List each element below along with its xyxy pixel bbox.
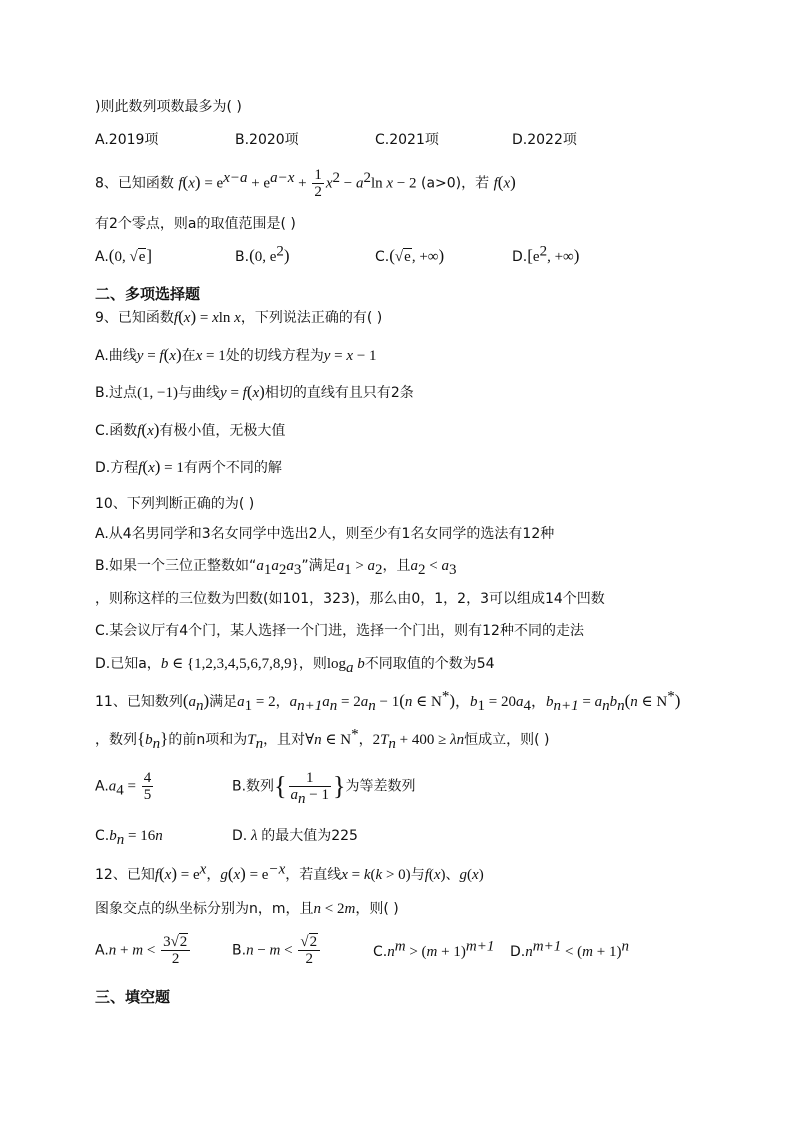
q9-option-c: C.函数f(x)有极小值，无极大值 — [95, 420, 286, 439]
q12-option-c: $C.n^m > (m + 1)^{m+1}$ — [373, 938, 495, 960]
q8-stem-line2: 有2个零点，则a的取值范围是( ) — [95, 216, 296, 232]
q10-stem: 10、下列判断正确的为( ) — [95, 496, 255, 512]
q8-stem: 8、已知函数 $f(x) = e^{x-a} + e^{a-x}$ + $\frac{1}{2}$ $x^2 - a^2\ln$ x − 2 (a>0)，若 f(x) — [95, 167, 516, 200]
q11-option-b: B.数列{ $\frac{1}{a_n - 1}$ }为等差数列 — [232, 770, 416, 807]
section-heading-fill-in-blank: 三、填空题 — [95, 988, 171, 1006]
q8-option-a: A.(0, √e] — [95, 246, 153, 265]
q10-option-c: C.某会议厅有4个门，某人选择一个门进，选择一个门出，则有12种不同的走法 — [95, 623, 584, 639]
q8-option-b: B.(0, $e^2$) — [235, 243, 290, 265]
q9-option-a: A.曲线y = f(x)在x = 1处的切线方程为y = x − 1 — [95, 345, 377, 364]
q11-option-c: $C.b_n = 16n$ — [95, 828, 163, 848]
q10-option-b-line2: ，则称这样的三位数为凹数(如101，323)，那么由0，1，2，3可以组成14个凹数 — [95, 591, 605, 607]
q10-option-a: A.从4名男同学和3名女同学中选出2人，则至少有1名女同学的选法有12种 — [95, 526, 555, 542]
q12-option-a: A.n + m < $\frac{3√2}{2}$ — [95, 934, 192, 967]
q11-options-ab — [95, 770, 695, 810]
q10-option-b: B.如果一个三位正整数如“$a_1a_2a_3$”满足$a_1 > a_2$，且$a_2 < a_3$ — [95, 558, 457, 578]
q7-option-d: D.2022项 — [512, 132, 577, 148]
q12-option-d: $D.n^{m+1} < (m + 1)^n$ — [510, 938, 629, 960]
q11-stem: 11、已知数列$(a_n)$满足$a_1 = 2$，$a_{n+1}a_n = 2a_n - 1(n$ ∈ N*)，$b_1 = 20a_4$，$b_{n+1} = a_nb_n(n$ ∈ N*) — [95, 688, 681, 714]
q12-stem: 12、已知$f(x) = e^x$，$g(x) = e^{-x}$，若直线x = k(k > 0)与f(x)、g(x) — [95, 861, 484, 883]
q12-options — [95, 934, 715, 974]
q12-option-b: B.n − m < $\frac{√2}{2}$ — [232, 934, 322, 967]
q7-stem-tail: )则此数列项数最多为( ) — [95, 99, 242, 115]
q8-option-c: C.(√e, +∞) — [375, 246, 445, 265]
q9-option-b: B.过点(1, −1)与曲线y = f(x)相切的直线有且只有2条 — [95, 382, 414, 401]
q7-option-b: B.2020项 — [235, 132, 299, 148]
q8-options — [95, 243, 715, 268]
q7-option-a: A.2019项 — [95, 132, 159, 148]
q11-options-cd — [95, 826, 695, 848]
q11-option-a: $A.a_4$ = $\frac{4}{5}$ — [95, 770, 152, 803]
q11-option-d: D. λ 的最大值为225 — [232, 828, 358, 844]
section-heading-multiple-choice: 二、多项选择题 — [95, 285, 201, 303]
q7-option-c: C.2021项 — [375, 132, 439, 148]
q11-stem-line2: ，数列$\{b_n\}$的前n项和为$T_n$，且对∀n ∈ N*，$2T_n + 400 \ge \lambda n$恒成立，则( ) — [95, 726, 550, 752]
q12-stem-line2: 图象交点的纵坐标分别为n，m，且n < 2m，则( ) — [95, 901, 399, 917]
q10-option-d: D.已知a，b ∈ {1,2,3,4,5,6,7,8,9}，则$\log_a b$不同取值的个数为54 — [95, 656, 495, 676]
q9-option-d: D.方程f(x) = 1有两个不同的解 — [95, 457, 282, 476]
q8-option-d: $D.[e^2$, +∞) — [512, 243, 580, 265]
q9-stem: 9、已知函数f(x) = xln x，下列说法正确的有( ) — [95, 307, 383, 326]
